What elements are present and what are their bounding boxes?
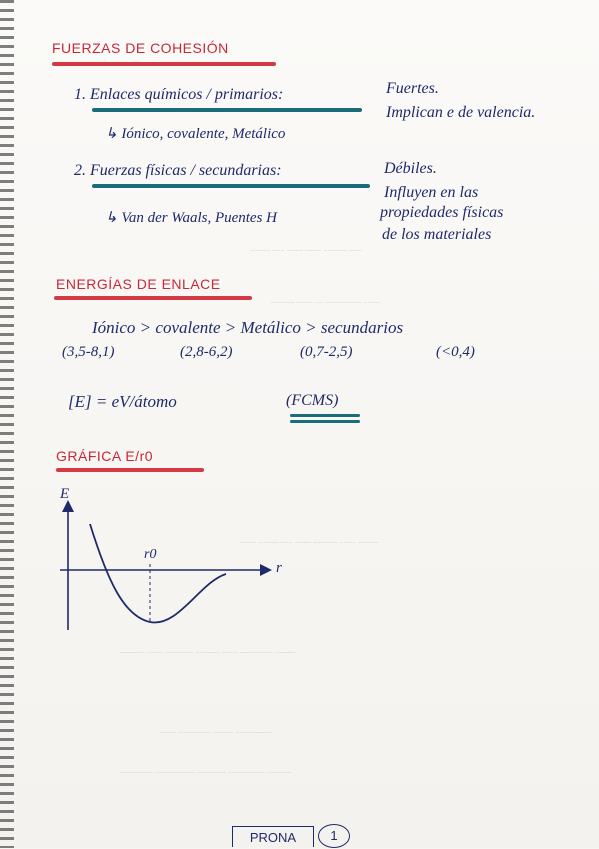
bleed-through-text: ~~~~ ~~~~~ ~~~ ~~~~ ~~~~~~ ~~~~ ~~~~~ — [240, 540, 379, 547]
bleed-through-text: ~~~~~~~~ ~~~~~~~~~~ ~~~~~~~ ~~~~~~~~~ ~~~~~~ — [120, 770, 292, 777]
r0-label: r0 — [144, 547, 157, 562]
item2-note-3: propiedades físicas — [380, 204, 504, 221]
item2-label: 2. Fuerzas físicas / secundarias: — [74, 162, 282, 179]
item2-sub-text: Van der Waals, Puentes H — [121, 210, 278, 226]
item1-note-1: Fuertes. — [386, 80, 439, 97]
item2-underline — [92, 184, 370, 188]
energy-order: Iónico > covalente > Metálico > secundarios — [92, 318, 404, 337]
bleed-through-text: ~~~~~~ ~~~~ ~~ ~~~~~~~~~ ~~~~ — [270, 300, 380, 307]
page-number: 1 — [318, 824, 350, 848]
x-axis-label: r — [276, 560, 282, 576]
page-title: FUERZAS DE COHESIÓN — [52, 40, 229, 56]
y-axis-label: E — [60, 486, 70, 502]
item2-sub — [105, 208, 277, 227]
energy-underline — [54, 296, 252, 300]
footer-label: PRONA — [232, 826, 314, 847]
item2-note-1: Débiles. — [384, 160, 437, 177]
graph-underline — [56, 468, 204, 472]
range-covalent: (2,8-6,2) — [180, 344, 233, 360]
bleed-through-text: ~~~~~~ ~~~~ ~~~~~~~ ~~~~~~ ~~~~ ~~~~~~~~ ~~~~~ — [120, 650, 296, 657]
item1-sub — [105, 124, 285, 143]
energy-title: ENERGÍAS DE ENLACE — [56, 276, 221, 292]
arrow-icon: ↳ — [105, 210, 122, 226]
item1-underline — [92, 108, 362, 112]
item2-note-4: de los materiales — [382, 226, 492, 243]
energy-unit: [E] = eV/átomo — [68, 392, 177, 411]
item1-label: 1. Enlaces químicos / primarios: — [74, 86, 284, 103]
range-ionic: (3,5-8,1) — [62, 344, 115, 360]
range-metallic: (0,7-2,5) — [300, 344, 353, 360]
bleed-through-text: ~~~~~ ~~~ ~~~~ ~~~~ ~~~~~~ ~~~ — [250, 248, 362, 255]
potential-energy-graph — [50, 482, 290, 642]
source-underline-1 — [290, 414, 360, 417]
arrow-icon: ↳ — [105, 126, 122, 142]
energy-curve — [90, 524, 226, 623]
bleed-through-text: ~~~~ ~~~~~~~~ ~~~~~ ~~~~~~~~~ — [160, 730, 273, 737]
item1-sub-text: Iónico, covalente, Metálico — [121, 126, 286, 142]
graph-title: GRÁFICA E/r0 — [56, 448, 154, 464]
item1-note-2: Implican e de valencia. — [386, 104, 536, 121]
energy-source: (FCMS) — [286, 392, 339, 409]
source-underline-2 — [290, 420, 360, 423]
title-underline — [52, 62, 276, 66]
range-secondary: (<0,4) — [436, 344, 475, 360]
x-axis-arrow-icon — [260, 564, 272, 576]
spiral-binding — [0, 0, 14, 848]
item2-note-2: Influyen en las — [384, 184, 479, 201]
